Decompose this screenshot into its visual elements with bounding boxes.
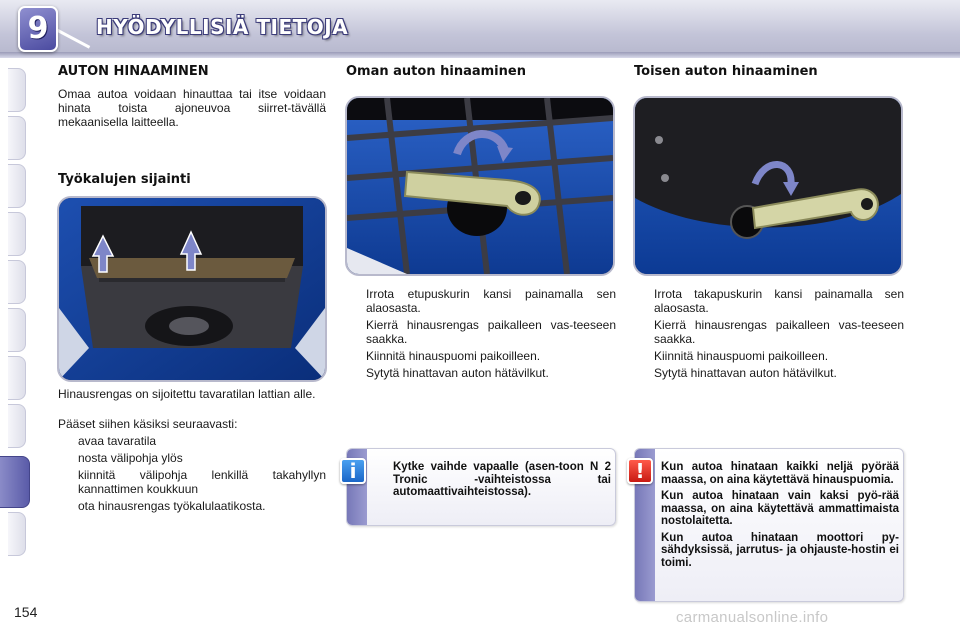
list-item: avaa tavaratila — [78, 434, 157, 448]
chapter-tab[interactable] — [8, 68, 26, 112]
section-heading-towing: AUTON HINAAMINEN — [58, 64, 209, 79]
warning-note-box — [634, 448, 904, 602]
chapter-tab[interactable] — [8, 260, 26, 304]
page-number: 154 — [14, 604, 38, 620]
chapter-tab[interactable] — [8, 308, 26, 352]
info-note-text: Kytke vaihde vapaalle (asen-toon N 2 Tronic -vaihteistossa tai automaattivaihteistossa). — [393, 461, 611, 498]
chapter-tab-active[interactable] — [0, 456, 30, 508]
section-heading-other-car: Toisen auton hinaaminen — [634, 64, 818, 79]
front-bumper-photo — [345, 96, 615, 276]
spare-wheel-location-text: Hinausrengas on sijoitettu tavaratilan lattian alle. — [58, 387, 316, 401]
trunk-photo — [57, 196, 327, 382]
subheading-tool-location: Työkalujen sijainti — [58, 172, 191, 187]
list-item: ota hinausrengas työkalulaatikosta. — [78, 499, 266, 513]
page-title: HYÖDYLLISIÄ TIETOJA — [96, 15, 349, 39]
watermark: carmanualsonline.info — [676, 609, 829, 626]
chapter-tab[interactable] — [8, 404, 26, 448]
chapter-tab[interactable] — [8, 212, 26, 256]
rear-bumper-photo — [633, 96, 903, 276]
list-item: Irrota etupuskurin kansi painamalla sen alaosasta. — [366, 287, 616, 315]
list-item: nosta välipohja ylös — [78, 451, 183, 465]
list-item: Kierrä hinausrengas paikalleen vas-teeseen saakka. — [366, 318, 616, 346]
list-item: Kiinnitä hinauspuomi paikoilleen. — [366, 349, 541, 363]
chapter-tab[interactable] — [8, 356, 26, 400]
warning-note-text: Kun autoa hinataan kaikki neljä pyörää maassa, on aina käytettävä hinauspuomia. Kun autoa hinataan vain kaksi pyö-rää maassa, on aina käytettävä ammattimaista nostolaitetta. Kun autoa hinataan moottori py-sähdyksissä, jarrutus- ja ohjauste-hostin ei toimi. — [661, 461, 899, 569]
chapter-tabs — [0, 66, 30, 576]
chapter-tab[interactable] — [8, 164, 26, 208]
list-item: Kiinnitä hinauspuomi paikoilleen. — [654, 349, 829, 363]
list-item: Irrota takapuskurin kansi painamalla sen alaosasta. — [654, 287, 904, 315]
section-heading-own-car: Oman auton hinaaminen — [346, 64, 526, 79]
warning-icon: ! — [627, 458, 653, 484]
towing-intro-text: Omaa autoa voidaan hinauttaa tai itse voidaan hinata toista ajoneuvoa siirret-tävällä mekaanisella laitteella. — [58, 87, 326, 129]
tool-access-steps — [58, 434, 326, 516]
list-item: Kierrä hinausrengas paikalleen vas-teeseen saakka. — [654, 318, 904, 346]
info-note-box — [346, 448, 616, 526]
chapter-number-badge: 9 — [18, 6, 58, 52]
access-instructions-text: Pääset siihen käsiksi seuraavasti: — [58, 417, 238, 431]
chapter-tab[interactable] — [8, 512, 26, 556]
own-car-towing-steps — [346, 287, 616, 383]
list-item: kiinnitä välipohja lenkillä takahyllyn kannattimen koukkuun — [78, 468, 326, 496]
info-icon: i — [340, 458, 366, 484]
list-item: Sytytä hinattavan auton hätävilkut. — [654, 366, 837, 380]
other-car-towing-steps — [634, 287, 904, 383]
list-item: Sytytä hinattavan auton hätävilkut. — [366, 366, 549, 380]
chapter-tab[interactable] — [8, 116, 26, 160]
